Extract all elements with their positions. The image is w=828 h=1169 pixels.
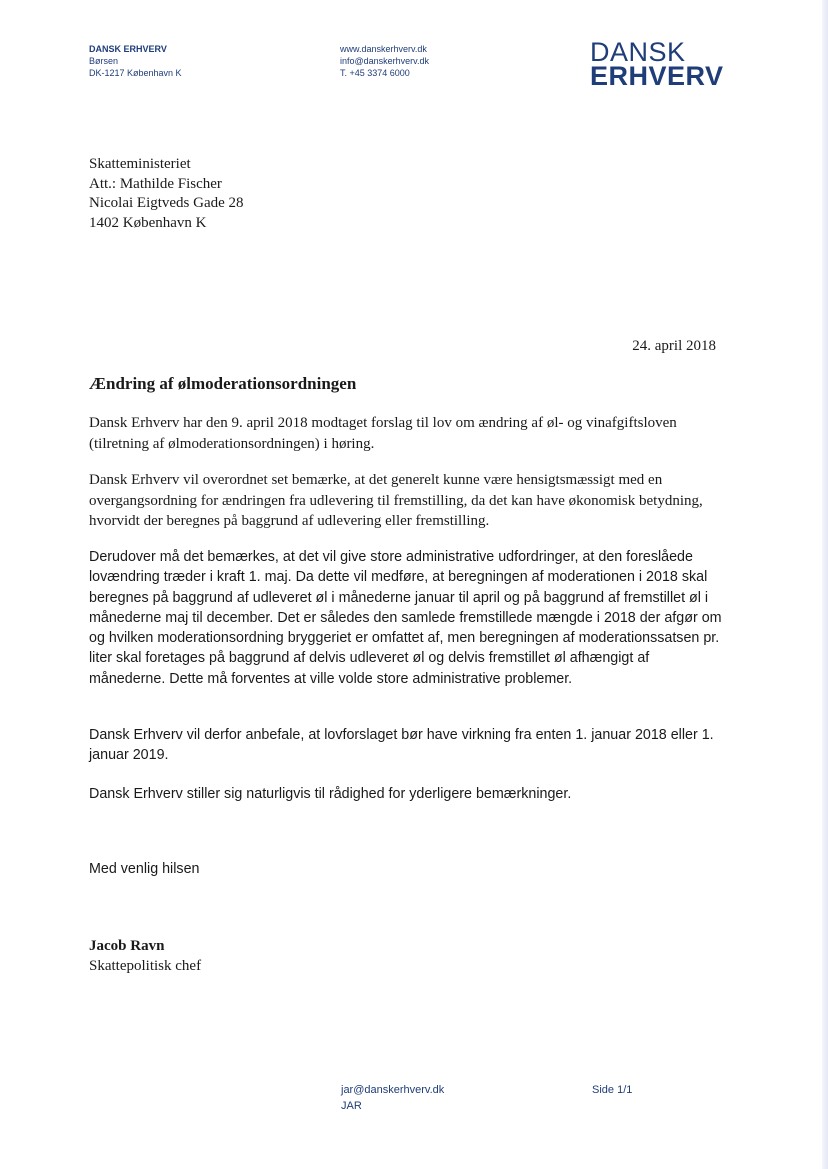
letter-date: 24. april 2018 <box>632 338 716 354</box>
dansk-erhverv-logo <box>590 37 724 91</box>
letterhead-address-line1: Børsen <box>89 56 119 66</box>
paragraph-5: Dansk Erhverv stiller sig naturligvis til rådighed for yderligere bemærkninger. <box>89 786 572 802</box>
footer-contact <box>341 1082 444 1114</box>
recipient-line2: Att.: Mathilde Fischer <box>89 175 222 192</box>
letterhead-contact <box>340 43 429 79</box>
logo-line2: ERHVERV <box>590 61 724 91</box>
signature-name: Jacob Ravn <box>89 938 165 954</box>
paragraph-4: Dansk Erhverv vil derfor anbefale, at lovforslaget bør have virkning fra enten 1. januar 2018 eller 1. januar 2019. <box>89 727 714 764</box>
paragraph-2: Dansk Erhverv vil overordnet set bemærke, at det generelt kunne være hensigtsmæssigt med en overgangsordning for ændringen fra udlevering til fremstilling, da det kan have økonomisk betydning, hvorvidt der beregnes på baggrund af udlevering eller fremstilling. <box>89 472 703 529</box>
paragraph-1: Dansk Erhverv har den 9. april 2018 modtaget forslag til lov om ændring af øl- og vinafgiftsloven (tilretning af ølmoderationsordningen) i høring. <box>89 415 677 452</box>
recipient-address <box>89 155 244 233</box>
letterhead-address <box>89 43 182 79</box>
letterhead-phone: T. +45 3374 6000 <box>340 68 410 78</box>
letterhead-email: info@danskerhverv.dk <box>340 56 430 66</box>
footer-initials: JAR <box>341 1100 362 1112</box>
recipient-line3: Nicolai Eigtveds Gade 28 <box>89 195 244 211</box>
signature-title: Skattepolitisk chef <box>89 958 202 974</box>
letter-subject: Ændring af ølmoderationsordningen <box>89 374 357 393</box>
closing-greeting: Med venlig hilsen <box>89 861 200 877</box>
recipient-line1: Skatteministeriet <box>89 156 191 172</box>
footer-page-number: Side 1/1 <box>592 1084 633 1096</box>
letterhead-website: www.danskerhverv.dk <box>340 44 427 54</box>
letterhead-org-name: DANSK ERHVERV <box>89 44 167 54</box>
scan-edge-shadow <box>822 0 828 1169</box>
letterhead-address-line2: DK-1217 København K <box>89 68 182 78</box>
recipient-line4: 1402 København K <box>89 214 207 231</box>
logo-line1: DANSK <box>590 37 686 67</box>
footer-email: jar@danskerhverv.dk <box>341 1084 445 1096</box>
paragraph-3: Derudover må det bemærkes, at det vil give store administrative udfordringer, at den foreslåede lovændring træder i kraft 1. maj. Da dette vil medføre, at beregningen af moderationen i 2018 skal beregnes på baggrund af udleveret øl i månederne januar til april og på baggrund af fremstillet øl i månederne maj til december. Det er således den samlede fremstillede mængde i 2018 der afgør om og hvilken moderationsordning bryggeriet er omfattet af, men beregningen af moderationssatsen pr. liter skal foretages på baggrund af delvis udleveret øl og delvis fremstillet øl afhængigt af månederne. Dette må forventes at ville volde store administrative problemer. <box>89 549 722 687</box>
